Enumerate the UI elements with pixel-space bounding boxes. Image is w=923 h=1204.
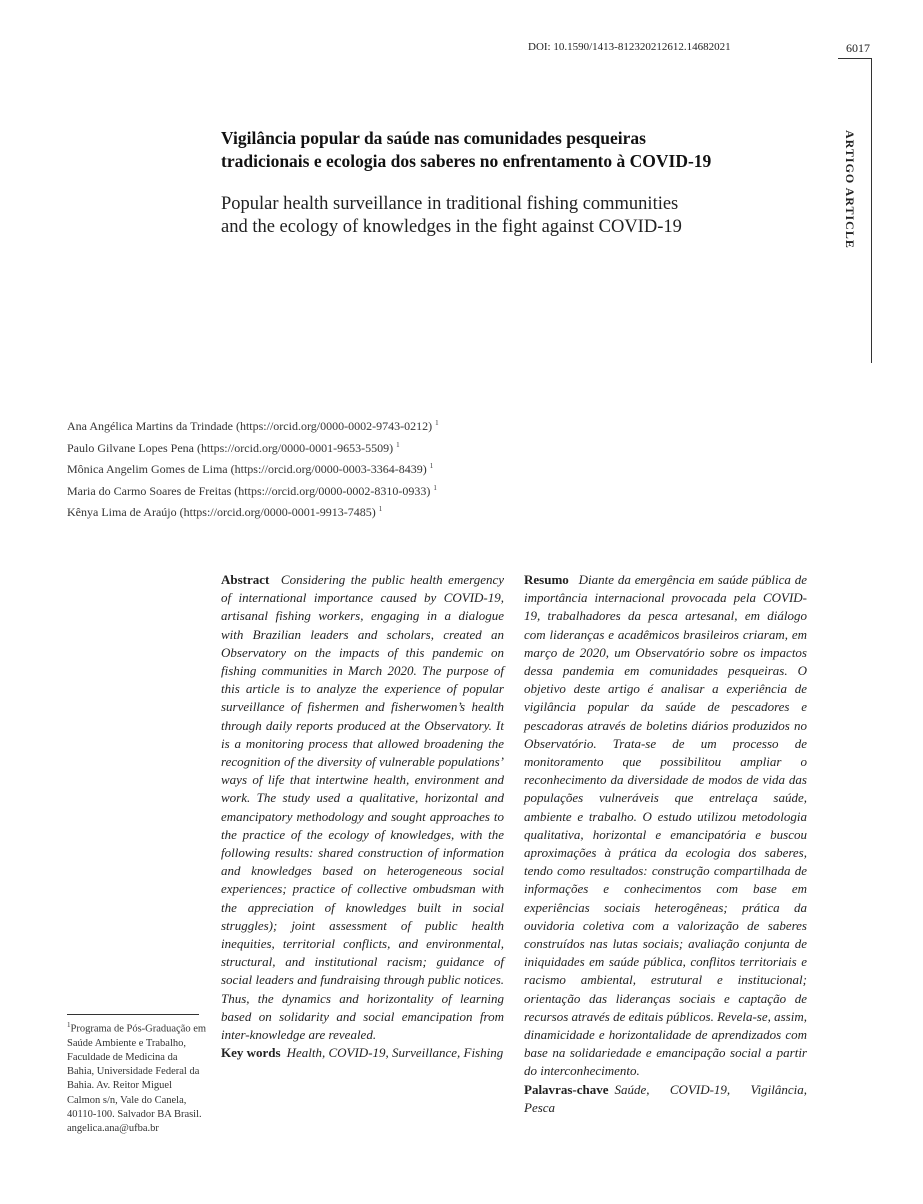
abstract-heading: Abstract: [221, 572, 270, 587]
doi-text: DOI: 10.1590/1413-812320212612.14682021: [528, 41, 731, 53]
author-entry: [67, 500, 439, 522]
abstract-section: [221, 571, 504, 1062]
abstract-paragraph: [221, 571, 504, 1044]
resumo-section: [524, 571, 807, 1117]
footnote-text: Programa de Pós-Graduação em Saúde Ambiente e Trabalho, Faculdade de Medicina da Bahia, Universidade Federal da Bahia. Av. Reitor Miguel Calmon s/n, Vale do Canela, 40110-100. Salvador BA Brasil. angelica.ana@ufba.br: [67, 1023, 207, 1134]
resumo-paragraph: [524, 571, 807, 1081]
title-portuguese-line: Vigilância popular da saúde nas comunidades pesqueiras: [221, 128, 646, 148]
keywords-text: Health, COVID-19, Surveillance, Fishing: [286, 1045, 504, 1061]
article-type-label: ARTIGO ARTICLE: [843, 130, 857, 249]
keywords-label: Key words: [221, 1045, 281, 1061]
affiliation-marker: 1: [396, 440, 400, 449]
palavras-chave-line: [524, 1081, 807, 1117]
author-name: Maria do Carmo Soares de Freitas (https://orcid.org/0000-0002-8310-0933): [67, 483, 431, 498]
page-number: 6017: [846, 41, 870, 55]
abstract-body: Considering the public health emergency of international importance caused by COVID-19, artisanal fishing workers, engaging in a dialogue with Brazilian leaders and scholars, created an Observatory on the impacts of this pandemic on fishing communities in March 2020. The purpose of this article is to analyze the experience of popular surveillance of fishermen and fisherwomen’s health through daily reports produced at the Observatory. It is a monitoring process that allowed broadening the recognition of the diversity of vulnerable populations’ ways of life that intertwine health, environment and work. The study used a qualitative, horizontal and emancipatory methodology and sought approaches to the practice of the ecology of knowledges, with the following results: shared construction of information and knowledges based on heterogeneous social experiences; practice of collective ombudsman with the appreciation of knowledges built in social struggles); joint assessment of public health inequities, territorial conflicts, and environmental, structural, and institutional racism; guidance of social leaders and fundraising through public notices. Thus, the dynamics and horizontality of learning based on solidarity and social emancipation from inter-knowledge are revealed.: [221, 572, 505, 1043]
author-entry: [67, 436, 439, 458]
header-rule: [838, 58, 871, 59]
affiliation-marker: 1: [435, 419, 439, 427]
title-english-line: and the ecology of knowledges in the fight against COVID-19: [221, 217, 682, 237]
footnote-marker: 1: [67, 1021, 71, 1029]
author-entry: [67, 479, 439, 501]
author-entry: [67, 414, 439, 436]
author-list: [67, 414, 439, 522]
palavras-chave-text: Saúde, COVID-19, Vigilância, Pesca: [524, 1081, 807, 1115]
title-portuguese-line: tradicionais e ecologia dos saberes no enfrentamento à COVID-19: [221, 151, 712, 171]
affiliation-marker: 1: [433, 483, 437, 492]
author-name: Mônica Angelim Gomes de Lima (https://orcid.org/0000-0003-3364-8439): [67, 462, 427, 476]
author-name: Kênya Lima de Araújo (https://orcid.org/0000-0001-9913-7485): [67, 505, 376, 519]
palavras-chave-label: Palavras-chave: [524, 1081, 609, 1097]
title-english-line: Popular health surveillance in traditional fishing communities: [221, 194, 679, 214]
side-rule: [871, 58, 872, 363]
affiliation-footnote: [67, 1018, 207, 1136]
resumo-body: Diante da emergência em saúde pública de importância internacional provocada pela COVID-19, trabalhadores da pesca artesanal, em diálogo com lideranças e acadêmicos brasileiros criaram, em março de 2020, um Observatório sobre os impactos dessa pandemia em comunidades pesqueiras. O objetivo deste artigo é analisar a experiência de vigilância popular da saúde de pescadores e pescadoras através de boletins diários produzidos no Observatório. Trata-se de um processo de monitoramento que possibilitou ampliar o reconhecimento da diversidade de modos de vida das populações vulneráveis que entrelaça saúde, ambiente e trabalho. O estudo utilizou metodologia qualitativa, horizontal e emancipatória e buscou aproximações à prática da ecologia dos saberes, tendo como resultados: construção compartilhada de informações e conhecimentos com base em experiências sociais heterogêneas; prática da ouvidoria coletiva com a valorização de saberes construídos nas lutas sociais; avaliação conjunta de iniquidades em saúde pública, conflitos territoriais e racismo ambiental, estrutural e institucional; orientação das lideranças sociais e captação de recursos através de editais públicos. Revela-se, assim, dinamicidade e horizontalidade de aprendizados com base na solidariedade e emancipação social a partir do interconhecimento.: [524, 572, 808, 1079]
title-portuguese: [221, 127, 781, 173]
resumo-heading: Resumo: [524, 572, 569, 587]
title-english: [221, 193, 781, 239]
footnote-rule: [67, 1014, 199, 1015]
author-entry: [67, 457, 439, 479]
affiliation-marker: 1: [429, 462, 434, 470]
author-name: Paulo Gilvane Lopes Pena (https://orcid.org/0000-0001-9653-5509): [67, 440, 394, 455]
affiliation-marker: 1: [378, 505, 383, 513]
author-name: Ana Angélica Martins da Trindade (https://orcid.org/0000-0002-9743-0212): [67, 419, 433, 433]
keywords-line: [221, 1044, 504, 1062]
